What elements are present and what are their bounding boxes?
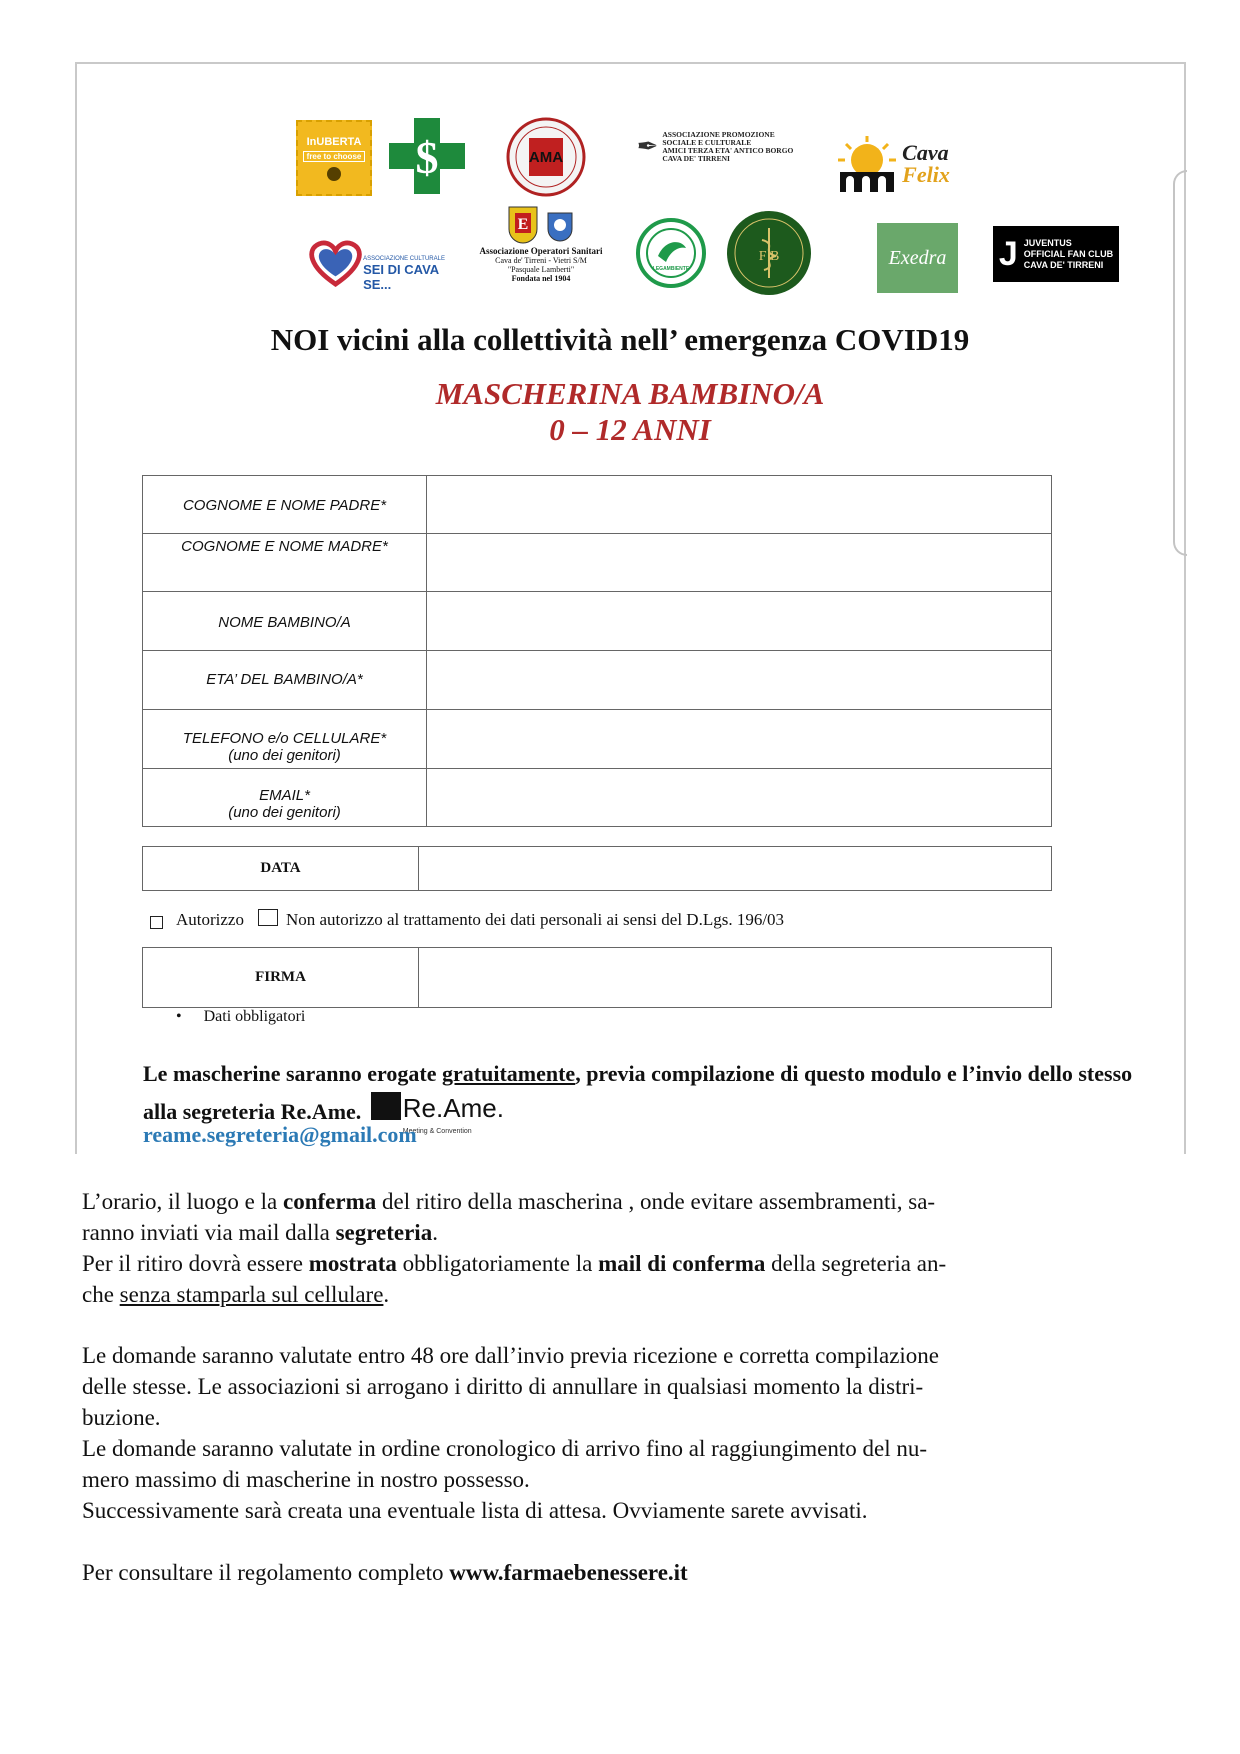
sei-di-cava-text: SEI DI CAVA SE... — [363, 262, 439, 292]
father-name-label: COGNOME E NOME PADRE* — [182, 497, 387, 514]
paragraph-pickup-info — [82, 1186, 1162, 1310]
reame-logo-text: Re.Ame. — [402, 1093, 504, 1123]
legambiente-logo — [636, 218, 706, 288]
note-underlined: gratuitamente — [442, 1061, 576, 1086]
form-row-label — [142, 768, 427, 827]
email-sublabel: (uno dei genitori) — [228, 804, 341, 821]
text-underlined: senza stamparla sul cellulare — [119, 1282, 384, 1307]
secretariat-email-link[interactable]: reame.segreteria@gmail.com — [143, 1122, 417, 1147]
juventus-line: CAVA DE' TIRRENI — [1023, 259, 1104, 270]
text: ranno inviati via mail dalla — [82, 1220, 336, 1245]
text: Le domande saranno valutate entro 48 ore dall’invio previa ricezione e corretta compilazione — [82, 1343, 940, 1368]
form-row-label — [142, 591, 427, 651]
crest-icon — [545, 209, 575, 245]
text: . — [383, 1282, 390, 1307]
text: della segreteria an- — [765, 1251, 947, 1276]
not-authorize-checkbox[interactable] — [258, 909, 278, 926]
juventus-line: JUVENTUS — [1023, 237, 1072, 248]
text-bold: mail di conferma — [598, 1251, 766, 1276]
text: obbligatoriamente la — [396, 1251, 599, 1276]
form-row-label — [142, 650, 427, 710]
aos-line: "Pasquale Lamberti" — [507, 265, 575, 274]
play-icon — [327, 167, 341, 181]
note-text: Le mascherine saranno erogate — [143, 1061, 442, 1086]
not-authorize-label: Non autorizzo al trattamento dei dati personali ai sensi del D.Lgs. 196/03 — [285, 910, 785, 929]
signature-label: FIRMA — [255, 969, 306, 985]
mother-name-field[interactable] — [426, 533, 1052, 592]
text: del ritiro della mascherina , onde evitare assembramenti, sa- — [376, 1189, 936, 1214]
exedra-logo — [877, 223, 958, 293]
text-bold: segreteria — [335, 1220, 433, 1245]
aos-line: Cava de' Tirreni - Vietri S/M — [495, 256, 587, 265]
text: delle stesse. Le associazioni si arrogano i diritto di annullare in qualsiasi momento la distri- — [82, 1374, 924, 1399]
form-age-range: 0 – 12 ANNI — [549, 412, 711, 447]
exedra-text: Exedra — [888, 246, 947, 269]
signature-label-cell — [142, 947, 419, 1008]
apsc-association-logo — [630, 124, 800, 170]
text: Per consultare il regolamento completo — [82, 1560, 450, 1585]
date-label-cell — [142, 846, 419, 891]
text-bold: mostrata — [308, 1251, 397, 1276]
apsc-line: ASSOCIAZIONE PROMOZIONE — [662, 130, 775, 139]
signature-field[interactable] — [418, 947, 1052, 1008]
authorize-label: Autorizzo — [176, 910, 244, 929]
cava-felix-line1: Cava — [902, 140, 949, 165]
email-label: EMAIL* — [259, 787, 310, 804]
pen-icon: ✒ — [636, 132, 659, 161]
phone-field[interactable] — [426, 709, 1052, 769]
apsc-line: AMICI TERZA ETA' ANTICO BORGO — [662, 146, 794, 155]
text: Successivamente sarà creata una eventuale lista di attesa. Ovviamente sarete avvisati. — [82, 1498, 868, 1523]
bullet-icon: • — [176, 1008, 182, 1025]
text: . — [432, 1220, 438, 1245]
father-name-field[interactable] — [426, 475, 1052, 534]
mother-name-label: COGNOME E NOME MADRE* — [181, 538, 388, 555]
juventus-j-icon: J — [998, 234, 1018, 273]
text-bold: conferma — [283, 1189, 377, 1214]
form-subtitle: MASCHERINA BAMBINO/A — [435, 376, 825, 411]
date-label: DATA — [260, 860, 301, 876]
inuberta-tag: free to choose — [303, 151, 366, 162]
apsc-line: CAVA DE' TIRRENI — [662, 154, 730, 163]
form-row-label — [142, 709, 427, 769]
text: Per il ritiro dovrà essere — [82, 1251, 309, 1276]
salerno-cross-logo — [387, 116, 467, 196]
cava-felix-logo — [828, 132, 958, 196]
email-field[interactable] — [426, 768, 1052, 827]
regulation-website-link[interactable]: www.farmaebenessere.it — [449, 1560, 688, 1585]
apsc-line: SOCIALE E CULTURALE — [662, 138, 752, 147]
farmaebenessere-logo — [726, 210, 812, 296]
svg-text:$: $ — [415, 132, 439, 183]
form-row-label — [142, 475, 427, 534]
sei-di-cava-small: ASSOCIAZIONE CULTURALE — [363, 256, 445, 262]
page-title: NOI vicini alla collettività nell’ emergenza COVID19 — [270, 322, 970, 357]
inuberta-brand: InUBERTA — [306, 135, 362, 148]
text: L’orario, il luogo e la — [82, 1189, 283, 1214]
aos-association-logo — [466, 198, 616, 290]
text: Le domande saranno valutate in ordine cronologico di arrivo fino al raggiungimento del nu- — [82, 1436, 927, 1461]
child-name-label: NOME BAMBINO/A — [218, 614, 351, 631]
ama-association-logo — [505, 116, 587, 198]
required-fields-note — [176, 1008, 305, 1026]
svg-text:AMA: AMA — [528, 149, 564, 166]
aos-line: Associazione Operatori Sanitari — [479, 246, 603, 256]
note-text: , previa compilazione di questo modulo e l’invio dello stesso alla segreteria Re.Ame. — [143, 1061, 1133, 1125]
authorize-checkbox[interactable] — [150, 916, 163, 929]
phone-sublabel: (uno dei genitori) — [228, 747, 341, 764]
sei-di-cava-logo — [302, 232, 466, 294]
paragraph-regulation — [82, 1557, 1162, 1588]
date-field[interactable] — [418, 846, 1052, 891]
text: mero massimo di mascherine in nostro possesso. — [82, 1467, 530, 1492]
child-age-field[interactable] — [426, 650, 1052, 710]
text: che — [82, 1282, 120, 1307]
reame-logo-small: Meeting & Convention — [402, 1128, 472, 1135]
inuberta-logo — [296, 120, 372, 196]
aos-line: Fondata nel 1904 — [511, 274, 571, 283]
svg-text:E: E — [517, 216, 529, 233]
svg-text:F B: F B — [758, 249, 780, 264]
child-name-field[interactable] — [426, 591, 1052, 651]
cava-felix-line2: Felix — [902, 162, 950, 187]
juventus-line: OFFICIAL FAN CLUB — [1023, 248, 1114, 259]
form-row-label — [142, 533, 427, 592]
reame-mark-icon — [371, 1092, 401, 1120]
text: buzione. — [82, 1405, 161, 1430]
privacy-consent — [150, 910, 784, 930]
juventus-fan-club-logo — [993, 226, 1119, 282]
svg-text:LEGAMBIENTE: LEGAMBIENTE — [652, 266, 690, 272]
required-fields-text: Dati obbligatori — [203, 1008, 306, 1025]
crest-icon — [507, 205, 539, 245]
paragraph-evaluation — [82, 1340, 1162, 1526]
child-age-label: ETA’ DEL BAMBINO/A* — [206, 671, 363, 688]
scrollbar[interactable] — [1173, 170, 1187, 556]
phone-label: TELEFONO e/o CELLULARE* — [182, 730, 387, 747]
